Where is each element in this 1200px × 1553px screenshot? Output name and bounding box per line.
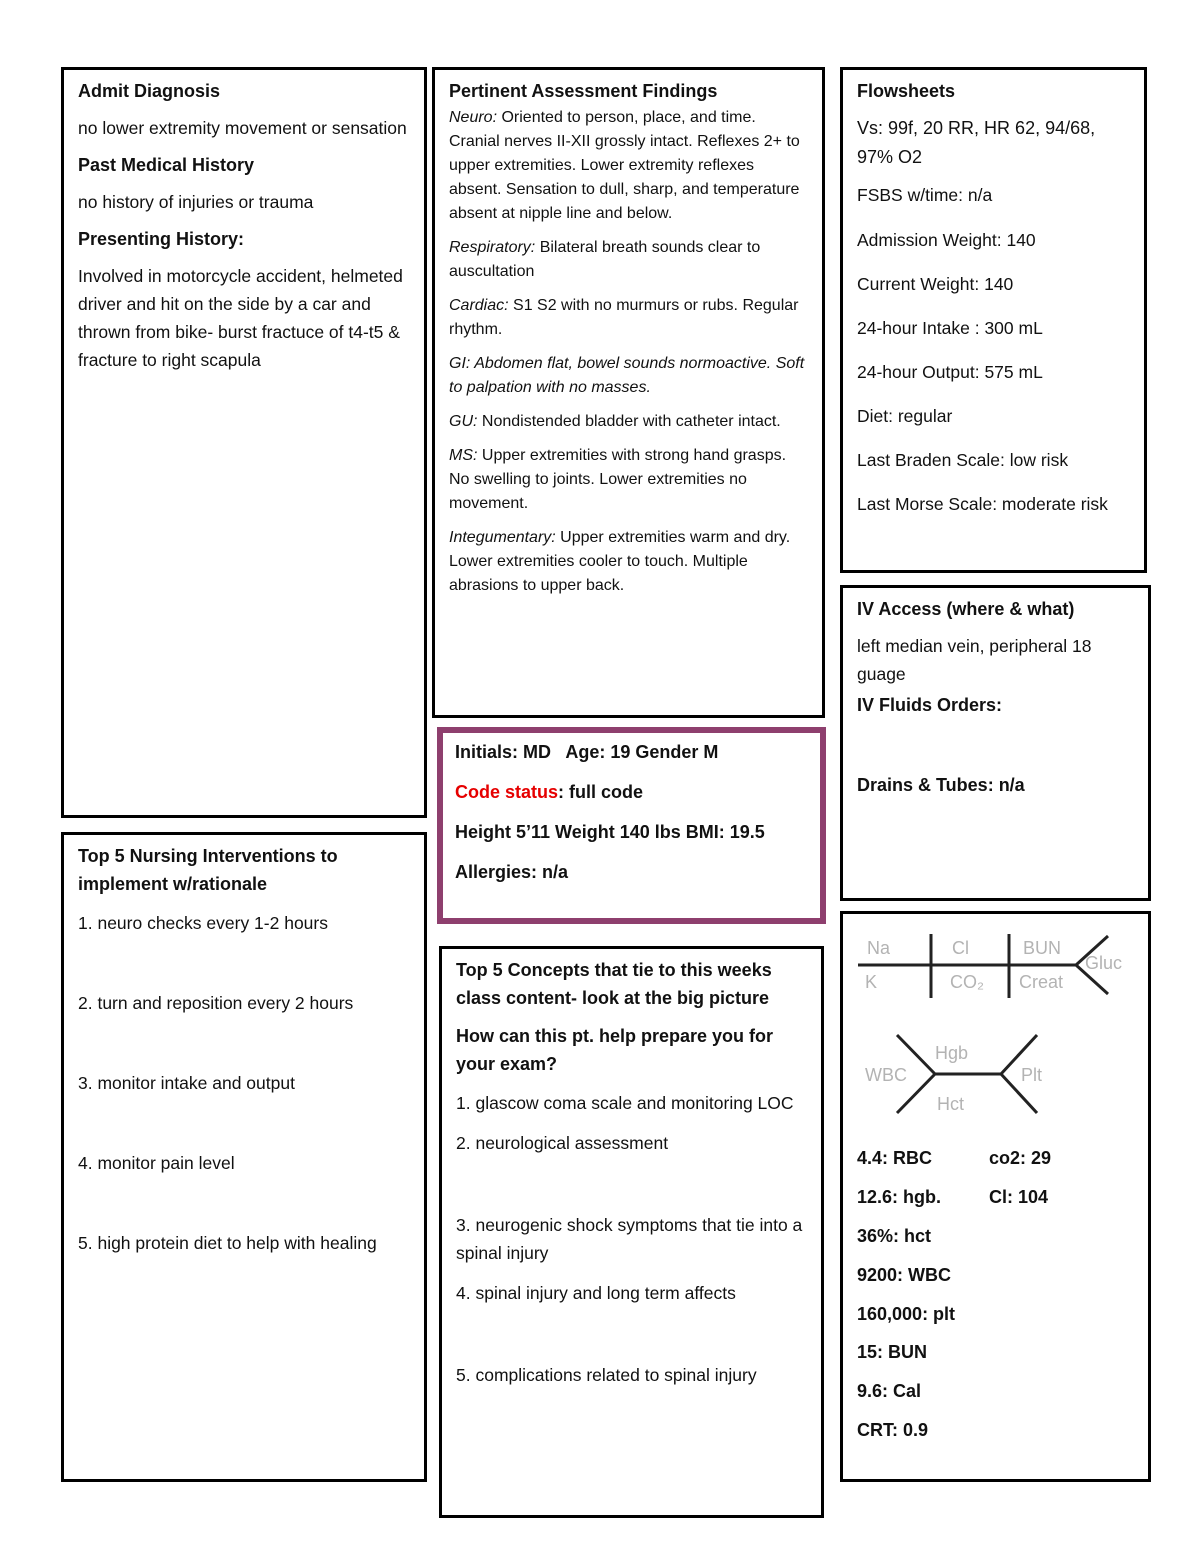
lab-rbc: 4.4: RBC: [857, 1148, 933, 1168]
neuro-finding: [449, 106, 808, 226]
intervention-item: 2. turn and reposition every 2 hours: [78, 992, 354, 1013]
lab-co2: co2: 29: [989, 1148, 1052, 1168]
drains-tubes: Drains & Tubes: n/a: [857, 774, 1025, 795]
intervention-item: 3. monitor intake and output: [78, 1072, 295, 1093]
intervention-item: 1. neuro checks every 1-2 hours: [78, 912, 328, 933]
morse-scale: Last Morse Scale: moderate risk: [857, 494, 1108, 515]
diagram-hgb: Hgb: [935, 1043, 969, 1063]
lab-hgb: 12.6: hgb.: [857, 1186, 942, 1207]
flowsheets-box: [840, 67, 1147, 573]
concept-item: 4. spinal injury and long term affects: [456, 1282, 736, 1303]
pmh-text: no history of injuries or trauma: [78, 191, 314, 212]
resp-label: Respiratory:: [449, 238, 536, 256]
ms-finding: [449, 444, 808, 516]
patient-info-box: [437, 727, 826, 924]
resp-finding: [449, 236, 808, 284]
interventions-heading: Top 5 Nursing Interventions to implement w/rationale: [78, 846, 338, 894]
pmh-heading: Past Medical History: [78, 154, 255, 175]
iv-access-heading: IV Access (where & what): [857, 599, 1075, 619]
diagram-k: K: [865, 972, 878, 992]
intervention-item: 5. high protein diet to help with healing: [78, 1232, 377, 1253]
neuro-text: Oriented to person, place, and time. Cranial nerves II-XII grossly intact. Reflexes 2+ to upper extremities. Lower extremity reflexes absent. Sensation to dull, sharp, and temperature absent at nipple line and below.: [449, 108, 800, 222]
lab-hct: 36%: hct: [857, 1225, 932, 1246]
lab-values: [843, 1139, 1148, 1445]
diagram-gluc: Gluc: [1085, 953, 1123, 973]
admit-diagnosis-text: no lower extremity movement or sensation: [78, 117, 407, 138]
lab-row: [857, 1145, 1148, 1173]
gi-text: GI: Abdomen flat, bowel sounds normoactive. Soft to palpation with no masses.: [449, 354, 805, 396]
diagram-plt: Plt: [1021, 1065, 1043, 1085]
lab-row: [857, 1184, 1148, 1212]
iv-access-box: [840, 585, 1151, 901]
allergies: Allergies: n/a: [455, 861, 569, 882]
admission-weight: Admission Weight: 140: [857, 230, 1036, 251]
lab-wbc: 9200: WBC: [857, 1264, 952, 1285]
lab-bun: 15: BUN: [857, 1342, 928, 1363]
concept-item: 2. neurological assessment: [456, 1132, 669, 1153]
gu-label: GU:: [449, 412, 478, 430]
concept-item: 1. glascow coma scale and monitoring LOC: [456, 1092, 794, 1113]
code-status: [455, 779, 808, 807]
admit-diagnosis-heading: Admit Diagnosis: [78, 81, 221, 101]
fsbs: FSBS w/time: n/a: [857, 185, 993, 206]
gu-text: Nondistended bladder with catheter intact.: [477, 412, 781, 430]
diet: Diet: regular: [857, 406, 953, 427]
labs-box: [840, 911, 1151, 1482]
diagram-bun: BUN: [1023, 938, 1062, 958]
integ-finding: [449, 526, 808, 598]
lab-cal: 9.6: Cal: [857, 1381, 922, 1402]
gu-finding: [449, 410, 808, 434]
ms-label: MS:: [449, 446, 478, 464]
concepts-box: [439, 946, 824, 1518]
vital-signs: Vs: 99f, 20 RR, HR 62, 94/68, 97% O2: [857, 117, 1096, 167]
admit-diagnosis-box: [61, 67, 427, 818]
diagram-hct: Hct: [937, 1094, 964, 1114]
concepts-subheading: How can this pt. help prepare you for your exam?: [456, 1025, 774, 1074]
iv-fluids-heading: IV Fluids Orders:: [857, 694, 1003, 715]
concept-item: 5. complications related to spinal injury: [456, 1364, 757, 1385]
gi-finding: [449, 352, 808, 400]
assessment-box: [432, 67, 825, 718]
neuro-label: Neuro:: [449, 108, 498, 126]
lab-cl: Cl: 104: [989, 1186, 1049, 1207]
resp-text: Bilateral breath sounds clear to auscultation: [449, 238, 761, 280]
flowsheets-heading: Flowsheets: [857, 81, 956, 101]
intake-24h: 24-hour Intake : 300 mL: [857, 318, 1043, 339]
diagram-na: Na: [867, 938, 891, 958]
cardiac-finding: [449, 294, 808, 342]
assessment-heading: Pertinent Assessment Findings: [449, 81, 718, 101]
intervention-item: 4. monitor pain level: [78, 1152, 235, 1173]
code-status-value: : full code: [558, 781, 644, 802]
current-weight: Current Weight: 140: [857, 274, 1014, 295]
diagram-creat: Creat: [1019, 972, 1064, 992]
presenting-heading: Presenting History:: [78, 228, 245, 249]
cardiac-text: S1 S2 with no murmurs or rubs. Regular rhythm.: [449, 296, 799, 338]
integ-text: Upper extremities warm and dry. Lower extremities cooler to touch. Multiple abrasions to upper back.: [449, 528, 791, 594]
diagram-wbc: WBC: [865, 1065, 907, 1085]
diagram-cl: Cl: [952, 938, 969, 958]
integ-label: Integumentary:: [449, 528, 556, 546]
concept-item: 3. neurogenic shock symptoms that tie into a spinal injury: [456, 1214, 803, 1263]
lab-crt: CRT: 0.9: [857, 1420, 929, 1441]
diagram-co2: CO₂: [950, 972, 984, 992]
presenting-text: Involved in motorcycle accident, helmeted driver and hit on the side by a car and thrown from bike- burst fractuce of t4-t5 & fracture to right scapula: [78, 265, 403, 370]
braden-scale: Last Braden Scale: low risk: [857, 450, 1069, 471]
height-weight-bmi: Height 5’11 Weight 140 lbs BMI: 19.5: [455, 821, 765, 842]
lab-plt: 160,000: plt: [857, 1303, 956, 1324]
output-24h: 24-hour Output: 575 mL: [857, 362, 1043, 383]
initials-age-gender: Initials: MD Age: 19 Gender M: [455, 742, 719, 762]
code-status-label: Code status: [455, 781, 559, 802]
ms-text: Upper extremities with strong hand grasps. No swelling to joints. Lower extremities no movement.: [449, 446, 787, 512]
cardiac-label: Cardiac:: [449, 296, 509, 314]
interventions-box: [61, 832, 427, 1482]
concepts-heading: Top 5 Concepts that tie to this weeks class content- look at the big picture: [456, 960, 772, 1008]
iv-access-text: left median vein, peripheral 18 guage: [857, 635, 1092, 684]
lab-fishbone-diagram: [843, 914, 1148, 1139]
